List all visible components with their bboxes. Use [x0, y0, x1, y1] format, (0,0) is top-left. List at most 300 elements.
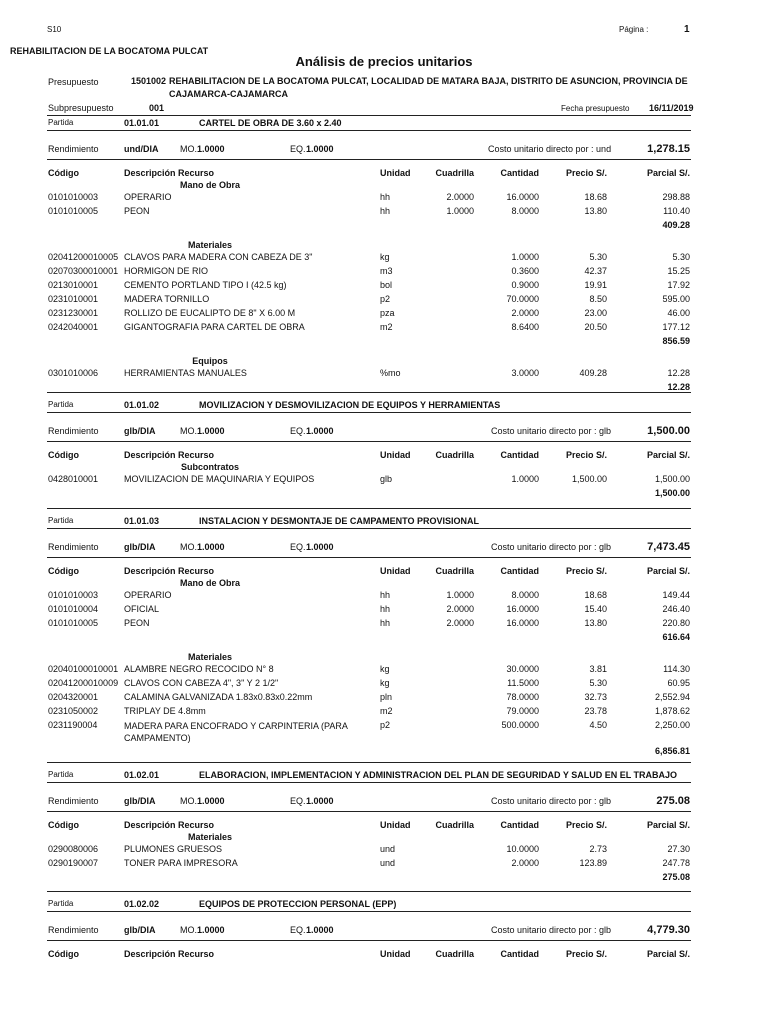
report-code: S10: [47, 25, 62, 34]
column-header-cuadrilla: Cuadrilla: [435, 820, 474, 830]
column-header-precio: Precio S/.: [565, 450, 607, 460]
presupuesto-description-line2: CAJAMARCA-CAJAMARCA: [169, 89, 288, 99]
resource-code: 02041200010009: [48, 678, 119, 688]
presupuesto-label: Presupuesto: [48, 77, 99, 87]
resource-code: 0231190004: [48, 720, 98, 730]
resource-unit: m2: [380, 322, 393, 332]
resource-code: 0290080006: [48, 844, 99, 854]
partida-end-divider: [47, 392, 691, 393]
partida-code: 01.01.03: [124, 516, 160, 526]
eq-label: EQ.: [290, 925, 306, 935]
resource-description: OPERARIO: [124, 192, 172, 202]
resource-parcial: 298.88: [662, 192, 690, 202]
resource-parcial: 114.30: [663, 664, 690, 674]
resource-parcial: 12.28: [667, 368, 690, 378]
resource-parcial: 1,500.00: [654, 474, 690, 484]
page-number: 1: [684, 24, 690, 35]
resource-cuadrilla: 2.0000: [446, 604, 474, 614]
resource-parcial: 27.30: [667, 844, 690, 854]
partida-name: EQUIPOS DE PROTECCION PERSONAL (EPP): [199, 899, 397, 909]
partida-divider: [47, 412, 691, 413]
resource-code: 0290190007: [48, 858, 99, 868]
resource-precio: 8.50: [589, 294, 607, 304]
column-header-codigo: Código: [48, 949, 79, 959]
resource-row: [0, 604, 768, 616]
subpresupuesto-code: 001: [149, 103, 165, 113]
group-header: [0, 578, 768, 590]
resource-cantidad: 0.9000: [511, 280, 539, 290]
resource-cantidad: 10.0000: [506, 844, 539, 854]
resource-precio: 13.80: [584, 618, 607, 628]
rendimiento-label: Rendimiento: [48, 426, 99, 436]
column-header-parcial: Parcial S/.: [646, 566, 690, 576]
resource-parcial: 2,552.94: [654, 692, 690, 702]
resource-description: MADERA PARA ENCOFRADO Y CARPINTERIA (PARA CAMPAMENTO): [124, 721, 348, 743]
resource-unit: hh: [380, 192, 391, 202]
group-header: [0, 180, 768, 192]
costo-unitario-value: 7,473.45: [647, 541, 690, 553]
partida-end-divider: [47, 891, 691, 892]
resource-precio: 4.50: [589, 720, 607, 730]
rendimiento-label: Rendimiento: [48, 925, 99, 935]
eq-label: EQ.: [290, 426, 306, 436]
resource-code: 02041200010005: [48, 252, 119, 262]
resource-unit: glb: [380, 474, 393, 484]
partida-label: Partida: [48, 770, 74, 779]
resource-description: GIGANTOGRAFIA PARA CARTEL DE OBRA: [124, 322, 305, 332]
rendimiento-unit: glb/DIA: [124, 925, 156, 935]
resource-code: 0213010001: [48, 280, 99, 290]
group-subtotal-row: [0, 336, 768, 348]
group-subtotal-row: [0, 872, 768, 884]
resource-row: [0, 294, 768, 306]
mo-label: MO.: [180, 144, 197, 154]
group-header: [0, 356, 768, 368]
resource-unit: kg: [380, 664, 390, 674]
resource-precio: 5.30: [589, 678, 607, 688]
group-name: Materiales: [187, 652, 233, 662]
column-header-unidad: Unidad: [380, 820, 411, 830]
group-subtotal: 616.64: [662, 632, 690, 642]
resource-unit: pln: [380, 692, 393, 702]
resource-cuadrilla: 1.0000: [446, 206, 474, 216]
resource-description: HORMIGON DE RIO: [124, 266, 209, 276]
resource-row: [0, 706, 768, 718]
costo-unitario-value: 1,500.00: [647, 425, 690, 437]
resource-row: [0, 858, 768, 870]
resource-cantidad: 8.6400: [511, 322, 539, 332]
header-divider: [47, 115, 691, 116]
partida-row: [0, 400, 768, 412]
resource-parcial: 2,250.00: [654, 720, 690, 730]
resource-code: 0231230001: [48, 308, 99, 318]
resource-cantidad: 30.0000: [506, 664, 539, 674]
resource-cantidad: 0.3600: [511, 266, 539, 276]
resource-cantidad: 2.0000: [511, 858, 539, 868]
resource-unit: und: [380, 844, 396, 854]
resource-precio: 23.00: [584, 308, 607, 318]
resource-parcial: 177.12: [662, 322, 690, 332]
resource-code: 0231050002: [48, 706, 99, 716]
mo-value: 1.0000: [197, 542, 225, 552]
group-subtotal: 275.08: [662, 872, 690, 882]
resource-row: [0, 192, 768, 204]
resource-description: OFICIAL: [124, 604, 160, 614]
column-header-codigo: Código: [48, 168, 79, 178]
resource-description: PEON: [124, 618, 150, 628]
resource-parcial: 17.92: [667, 280, 690, 290]
rendimiento-row: [0, 144, 768, 156]
resource-parcial: 1,878.62: [654, 706, 690, 716]
partida-code: 01.02.02: [124, 899, 160, 909]
column-header-parcial: Parcial S/.: [646, 450, 690, 460]
group-subtotal: 409.28: [662, 220, 690, 230]
column-header-cantidad: Cantidad: [500, 949, 539, 959]
presupuesto-description: REHABILITACION DE LA BOCATOMA PULCAT, LOCALIDAD DE MATARA BAJA, DISTRITO DE ASUNCION, PROVINCIA DE: [169, 76, 688, 86]
resource-parcial: 15.25: [667, 266, 690, 276]
resource-row: [0, 678, 768, 690]
resource-row: [0, 308, 768, 320]
rendimiento-label: Rendimiento: [48, 542, 99, 552]
mo-value: 1.0000: [197, 426, 225, 436]
column-header-descripcion: Descripción Recurso: [124, 820, 215, 830]
column-header-row: [0, 566, 768, 578]
resource-unit: hh: [380, 206, 391, 216]
resource-description: ROLLIZO DE EUCALIPTO DE 8" X 6.00 M: [124, 308, 296, 318]
resource-unit: hh: [380, 590, 391, 600]
page-title: Análisis de precios unitarios: [295, 54, 473, 69]
partida-name: INSTALACION Y DESMONTAJE DE CAMPAMENTO PROVISIONAL: [199, 516, 480, 526]
resource-row: [0, 266, 768, 278]
resource-parcial: 46.00: [667, 308, 690, 318]
group-subtotal: 1,500.00: [654, 488, 690, 498]
column-header-cuadrilla: Cuadrilla: [435, 168, 474, 178]
resource-description: HERRAMIENTAS MANUALES: [124, 368, 247, 378]
partida-name: MOVILIZACION Y DESMOVILIZACION DE EQUIPOS Y HERRAMIENTAS: [199, 400, 501, 410]
group-subtotal: 6,856.81: [654, 746, 690, 756]
column-header-unidad: Unidad: [380, 566, 411, 576]
partida-label: Partida: [48, 400, 74, 409]
group-name: Materiales: [187, 240, 233, 250]
column-header-row: [0, 168, 768, 180]
page-label: Página :: [619, 25, 649, 34]
resource-parcial: 5.30: [672, 252, 690, 262]
partida-label: Partida: [48, 118, 74, 127]
resource-description: PEON: [124, 206, 150, 216]
resource-cuadrilla: 2.0000: [446, 618, 474, 628]
eq-label: EQ.: [290, 144, 306, 154]
resource-parcial: 220.80: [662, 618, 690, 628]
resource-unit: pza: [380, 308, 395, 318]
resource-precio: 123.89: [579, 858, 607, 868]
eq-label: EQ.: [290, 542, 306, 552]
column-header-precio: Precio S/.: [565, 949, 607, 959]
rendimiento-divider: [47, 940, 691, 941]
fecha-label: Fecha presupuesto: [561, 104, 630, 113]
resource-row: [0, 322, 768, 334]
partida-row: [0, 770, 768, 782]
mo-value: 1.0000: [197, 925, 225, 935]
resource-row: [0, 844, 768, 856]
resource-row: [0, 692, 768, 704]
costo-unitario-label: Costo unitario directo por : glb: [491, 925, 612, 935]
resource-code: 02040100010001: [48, 664, 119, 674]
rendimiento-unit: glb/DIA: [124, 426, 156, 436]
resource-row: [0, 280, 768, 292]
resource-precio: 3.81: [589, 664, 607, 674]
partida-code: 01.02.01: [124, 770, 160, 780]
resource-precio: 18.68: [584, 590, 607, 600]
resource-row: [0, 618, 768, 630]
resource-description: PLUMONES GRUESOS: [124, 844, 223, 854]
resource-cantidad: 11.5000: [507, 678, 539, 688]
column-header-unidad: Unidad: [380, 168, 411, 178]
partida-divider: [47, 911, 691, 912]
resource-unit: %mo: [380, 368, 401, 378]
resource-code: 0242040001: [48, 322, 99, 332]
column-header-parcial: Parcial S/.: [646, 820, 690, 830]
costo-unitario-value: 4,779.30: [647, 924, 690, 936]
resource-parcial: 149.44: [662, 590, 690, 600]
group-subtotal: 12.28: [667, 382, 690, 392]
costo-unitario-label: Costo unitario directo por : und: [488, 144, 612, 154]
resource-description: CLAVOS CON CABEZA 4", 3" Y 2 1/2": [124, 678, 279, 688]
resource-precio: 19.91: [584, 280, 607, 290]
eq-value: 1.0000: [306, 426, 334, 436]
column-header-cantidad: Cantidad: [500, 820, 539, 830]
eq-value: 1.0000: [306, 542, 334, 552]
resource-code: 0204320001: [48, 692, 99, 702]
mo-label: MO.: [180, 925, 197, 935]
partida-code: 01.01.01: [124, 118, 160, 128]
resource-description: CEMENTO PORTLAND TIPO I (42.5 kg): [124, 280, 287, 290]
mo-value: 1.0000: [197, 796, 225, 806]
resource-description: TRIPLAY DE 4.8mm: [124, 706, 206, 716]
resource-row: [0, 206, 768, 218]
resource-precio: 1,500.00: [571, 474, 607, 484]
resource-code: 0101010004: [48, 604, 99, 614]
resource-unit: und: [380, 858, 396, 868]
resource-precio: 18.68: [584, 192, 607, 202]
resource-parcial: 595.00: [662, 294, 690, 304]
rendimiento-label: Rendimiento: [48, 144, 99, 154]
partida-divider: [47, 782, 691, 783]
resource-row: [0, 590, 768, 602]
costo-unitario-value: 1,278.15: [647, 143, 690, 155]
column-header-descripcion: Descripción Recurso: [124, 949, 215, 959]
column-header-unidad: Unidad: [380, 450, 411, 460]
group-subtotal-row: [0, 632, 768, 644]
resource-cuadrilla: 1.0000: [446, 590, 474, 600]
column-header-descripcion: Descripción Recurso: [124, 168, 215, 178]
resource-precio: 23.78: [584, 706, 607, 716]
column-header-descripcion: Descripción Recurso: [124, 450, 215, 460]
resource-parcial: 246.40: [662, 604, 690, 614]
resource-code: 0428010001: [48, 474, 99, 484]
column-header-codigo: Código: [48, 820, 79, 830]
project-short-name: REHABILITACION DE LA BOCATOMA PULCAT: [10, 46, 209, 56]
group-subtotal-row: [0, 488, 768, 500]
resource-description: ALAMBRE NEGRO RECOCIDO N° 8: [124, 664, 274, 674]
column-header-cantidad: Cantidad: [500, 168, 539, 178]
column-header-cantidad: Cantidad: [500, 450, 539, 460]
resource-cantidad: 79.0000: [506, 706, 539, 716]
group-subtotal: 856.59: [662, 336, 690, 346]
eq-value: 1.0000: [306, 796, 334, 806]
resource-cantidad: 78.0000: [506, 692, 539, 702]
resource-code: 02070300010001: [48, 266, 119, 276]
costo-unitario-value: 275.08: [656, 795, 690, 807]
resource-description: OPERARIO: [124, 590, 172, 600]
partida-divider: [47, 130, 691, 131]
resource-unit: p2: [380, 720, 391, 730]
column-header-codigo: Código: [48, 566, 79, 576]
column-header-cuadrilla: Cuadrilla: [435, 949, 474, 959]
group-subtotal-row: [0, 220, 768, 232]
rendimiento-divider: [47, 811, 691, 812]
group-header: [0, 832, 768, 844]
column-header-row: [0, 450, 768, 462]
resource-code: 0231010001: [48, 294, 99, 304]
column-header-parcial: Parcial S/.: [646, 168, 690, 178]
resource-row: [0, 720, 768, 744]
rendimiento-unit: und/DIA: [124, 144, 159, 154]
group-name: Equipos: [192, 356, 228, 366]
mo-label: MO.: [180, 796, 197, 806]
rendimiento-row: [0, 426, 768, 438]
resource-description: MADERA TORNILLO: [124, 294, 210, 304]
resource-parcial: 60.95: [667, 678, 690, 688]
resource-precio: 2.73: [589, 844, 607, 854]
rendimiento-divider: [47, 557, 691, 558]
costo-unitario-label: Costo unitario directo por : glb: [491, 426, 612, 436]
rendimiento-divider: [47, 159, 691, 160]
subpresupuesto-label: Subpresupuesto: [48, 103, 114, 113]
column-header-row: [0, 949, 768, 961]
resource-code: 0101010005: [48, 618, 99, 628]
resource-cantidad: 16.0000: [506, 192, 539, 202]
resource-cantidad: 1.0000: [511, 474, 539, 484]
resource-precio: 20.50: [584, 322, 607, 332]
resource-code: 0301010006: [48, 368, 99, 378]
column-header-cuadrilla: Cuadrilla: [435, 566, 474, 576]
column-header-descripcion: Descripción Recurso: [124, 566, 215, 576]
resource-row: [0, 474, 768, 486]
resource-precio: 42.37: [584, 266, 607, 276]
resource-row: [0, 368, 768, 380]
rendimiento-row: [0, 925, 768, 937]
partida-name: ELABORACION, IMPLEMENTACION Y ADMINISTRACION DEL PLAN DE SEGURIDAD Y SALUD EN EL TRABAJO: [199, 770, 678, 780]
column-header-precio: Precio S/.: [565, 168, 607, 178]
resource-row: [0, 252, 768, 264]
resource-parcial: 110.40: [663, 206, 690, 216]
resource-cantidad: 2.0000: [511, 308, 539, 318]
group-header: [0, 462, 768, 474]
resource-cantidad: 16.0000: [506, 604, 539, 614]
resource-unit: hh: [380, 604, 391, 614]
column-header-precio: Precio S/.: [565, 566, 607, 576]
column-header-cantidad: Cantidad: [500, 566, 539, 576]
partida-end-divider: [47, 762, 691, 763]
costo-unitario-label: Costo unitario directo por : glb: [491, 542, 612, 552]
rendimiento-row: [0, 542, 768, 554]
partida-end-divider: [47, 508, 691, 509]
group-header: [0, 240, 768, 252]
resource-unit: m2: [380, 706, 393, 716]
resource-cantidad: 8.0000: [511, 206, 539, 216]
group-name: Materiales: [187, 832, 233, 842]
resource-code: 0101010005: [48, 206, 99, 216]
rendimiento-unit: glb/DIA: [124, 542, 156, 552]
resource-cantidad: 1.0000: [511, 252, 539, 262]
partida-divider: [47, 528, 691, 529]
resource-precio: 15.40: [584, 604, 607, 614]
rendimiento-label: Rendimiento: [48, 796, 99, 806]
presupuesto-code: 1501002: [131, 76, 167, 86]
resource-description: MOVILIZACION DE MAQUINARIA Y EQUIPOS: [124, 474, 315, 484]
column-header-precio: Precio S/.: [565, 820, 607, 830]
partida-row: [0, 118, 768, 130]
fecha-value: 16/11/2019: [649, 103, 694, 113]
group-subtotal-row: [0, 746, 768, 758]
resource-cantidad: 8.0000: [511, 590, 539, 600]
resource-cantidad: 70.0000: [506, 294, 539, 304]
group-name: Mano de Obra: [179, 180, 240, 190]
partida-row: [0, 899, 768, 911]
rendimiento-row: [0, 796, 768, 808]
mo-label: MO.: [180, 542, 197, 552]
resource-cantidad: 500.0000: [501, 720, 539, 730]
group-name: Subcontratos: [180, 462, 239, 472]
resource-precio: 5.30: [589, 252, 607, 262]
mo-label: MO.: [180, 426, 197, 436]
resource-precio: 32.73: [584, 692, 607, 702]
column-header-unidad: Unidad: [380, 949, 411, 959]
resource-description: CALAMINA GALVANIZADA 1.83x0.83x0.22mm: [124, 692, 313, 702]
mo-value: 1.0000: [197, 144, 225, 154]
resource-precio: 13.80: [584, 206, 607, 216]
resource-parcial: 247.78: [662, 858, 690, 868]
group-name: Mano de Obra: [179, 578, 240, 588]
eq-value: 1.0000: [306, 925, 334, 935]
resource-row: [0, 664, 768, 676]
rendimiento-unit: glb/DIA: [124, 796, 156, 806]
partida-code: 01.01.02: [124, 400, 160, 410]
rendimiento-divider: [47, 441, 691, 442]
column-header-parcial: Parcial S/.: [646, 949, 690, 959]
resource-unit: hh: [380, 618, 391, 628]
partida-name: CARTEL DE OBRA DE 3.60 x 2.40: [199, 118, 342, 128]
column-header-cuadrilla: Cuadrilla: [435, 450, 474, 460]
partida-row: [0, 516, 768, 528]
resource-unit: p2: [380, 294, 391, 304]
column-header-row: [0, 820, 768, 832]
resource-cuadrilla: 2.0000: [446, 192, 474, 202]
resource-unit: bol: [380, 280, 393, 290]
resource-unit: kg: [380, 252, 390, 262]
resource-description: TONER PARA IMPRESORA: [124, 858, 238, 868]
column-header-codigo: Código: [48, 450, 79, 460]
resource-description: CLAVOS PARA MADERA CON CABEZA DE 3": [124, 252, 313, 262]
resource-cantidad: 16.0000: [506, 618, 539, 628]
group-header: [0, 652, 768, 664]
resource-code: 0101010003: [48, 192, 99, 202]
costo-unitario-label: Costo unitario directo por : glb: [491, 796, 612, 806]
resource-code: 0101010003: [48, 590, 99, 600]
partida-label: Partida: [48, 899, 74, 908]
resource-cantidad: 3.0000: [511, 368, 539, 378]
resource-unit: kg: [380, 678, 390, 688]
